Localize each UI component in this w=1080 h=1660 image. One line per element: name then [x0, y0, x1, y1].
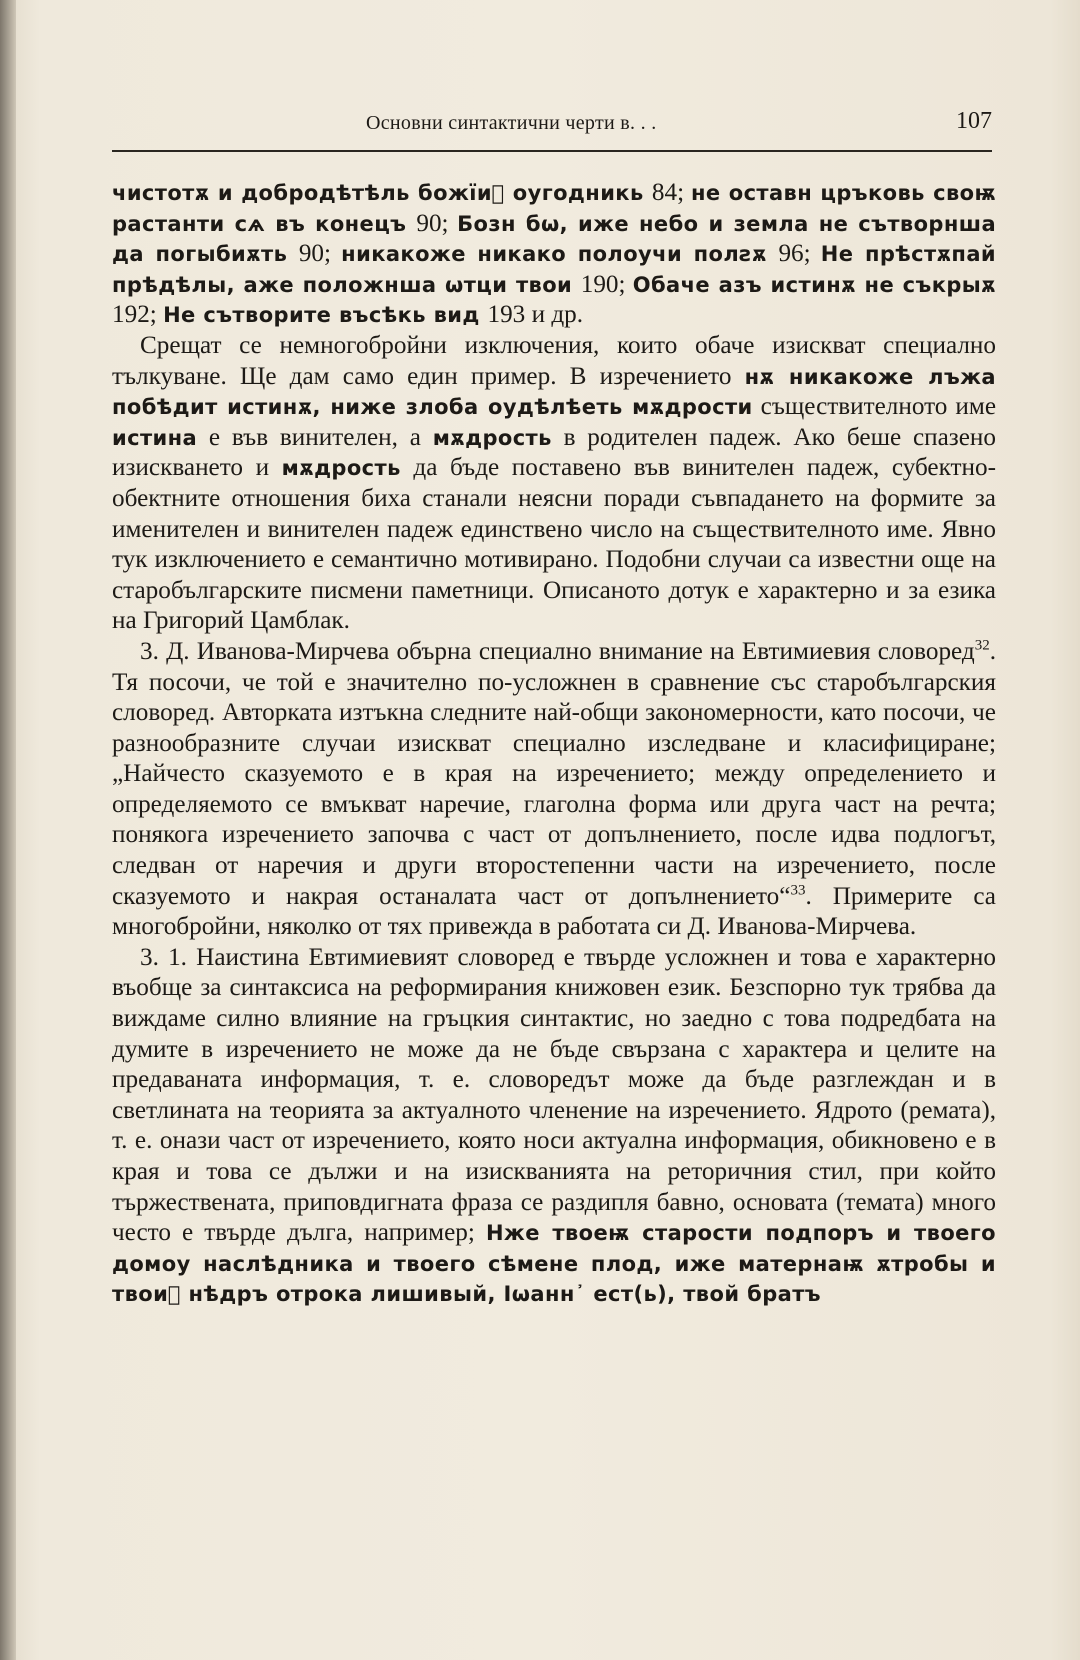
reference-number: 193 и др. — [487, 301, 584, 329]
paragraph-section-3 — [112, 637, 996, 943]
header-rule — [112, 150, 992, 152]
paragraph-text: да бъде поставено във винителен падеж, субектно-обектните отношения биха станали неясни поради съвпадането на формите за именителен и винителен падеж единствено число на съществителното име. Явно тук изключението е семантично мотивирано. Подобни случаи са известни още на старобългарските писмени паметници. Описаното дотук е характерно и за езика на Григорий Цамблак. — [112, 454, 996, 635]
paragraph-text: 3. 1. Наистина Евтимиевият словоред е твърде усложнен и това е характерно въобще за синтаксиса на реформирания книжовен език. Безспорно тук трябва да виждаме силно влияние на гръцкия синтактис, но заедно с това подредбата на думите в изречението не може да не бъде свързана с характера и целите на предаваната информация, т. е. словоредът може да бъде разглеждан и в светлината на теорията за актуалното членение на изречението. Ядрото (ремата), т. е. онази част от изречението, която носи актуална информация, обикновено е в края и това се дължи и на изискванията на реторичния стил, при който тържествената, приповдигната фраза се раздипля бавно, основата (темата) много често е твърде дълга, например; — [112, 943, 996, 1247]
paragraph-text: е във винителен, а — [197, 423, 433, 451]
church-slavonic-quote: чистотѫ и добродѣтѣль божїиⷯ оугодникь — [112, 181, 652, 205]
paragraph-text: съществителното име — [752, 393, 997, 421]
church-slavonic-quote: Нже твоеѭ старости подпоръ и твоего домоу наслѣдника и твоего сѣмене плод, иже матернаѭ ѫтробы и твоиⷯ нѣдръ отрока лишивый, Іѡанн᾿ ест(ь), твой братъ — [112, 1221, 996, 1307]
paragraph-examples — [112, 178, 996, 331]
church-slavonic-quote: не оставн цръковь своѭ растанти сѧ въ конецъ — [112, 181, 997, 236]
reference-number: 96; — [778, 240, 821, 268]
church-slavonic-quote: Не сътворите въсѣкь вид — [163, 303, 488, 328]
church-slavonic-quote: Не прѣстѫпай прѣдѣлы, аже положнша ѡтци твои — [112, 242, 996, 297]
church-slavonic-quote: Бозн бѡ, иже небо и земла не сътворнша да погыбиѫть — [112, 211, 997, 267]
paragraph-text: 3. Д. Иванова-Мирчева обърна специално внимание на Евтимиевия словоред — [140, 637, 975, 665]
church-slavonic-word: истина — [112, 425, 198, 450]
running-title: Основни синтактични черти в. . . — [366, 112, 657, 134]
reference-number: 90; — [298, 240, 342, 268]
paragraph-text: . Примерите са многобройни, няколко от тях привежда в работата си Д. Иванова-Мирчева. — [112, 882, 996, 941]
paragraph-text: . Тя посочи, че той е значително по-усложнен в сравнение със старобългарския словоред. Авторката изтъкна следните най-общи закономерности, като посочи, че разнообразните случаи изискват специално изследване и класифициране; „Найчесто сказуемото е в края на изречението; между определението и определяемото се вмъкват наречие, глаголна форма или друга част на речта; понякога изречението започва с част от допълнението, после идва подлогът, следван от наречия и други второстепенни части на изречението, после сказуемото и накрая останалата част от допълнението“ — [112, 637, 996, 910]
reference-number: 84; — [651, 179, 691, 206]
paragraph-exceptions — [112, 331, 996, 637]
reference-number: 90; — [416, 209, 458, 237]
footnote-marker: 32 — [974, 637, 990, 654]
body-text — [112, 178, 996, 1310]
church-slavonic-quote: никакоже никако полоучи полꙅѫ — [341, 242, 779, 267]
church-slavonic-word: мѫдрость — [281, 456, 401, 481]
book-spine-shadow — [0, 0, 16, 1660]
page-number: 107 — [956, 108, 992, 134]
footnote-marker: 33 — [790, 882, 806, 899]
paragraph-section-3-1 — [112, 943, 996, 1310]
paragraph-text: в родителен падеж. Ако беше спазено изискването и — [112, 423, 996, 482]
paragraph-text: Срещат се немногобройни изключения, които обаче изискват специално тълкуване. Ще дам само един пример. В изречението — [112, 331, 996, 390]
reference-number: 190; — [580, 270, 633, 298]
church-slavonic-word: мѫдрость — [432, 425, 552, 450]
church-slavonic-quote: Обаче азъ истинѫ не съкрыѫ — [632, 272, 996, 297]
running-head — [112, 108, 992, 144]
church-slavonic-quote: нѫ никакоже лъжа побѣдит истинѫ, ниже злоба оудѣлѣеть мѫдрости — [112, 364, 996, 420]
reference-number: 192; — [112, 301, 164, 329]
